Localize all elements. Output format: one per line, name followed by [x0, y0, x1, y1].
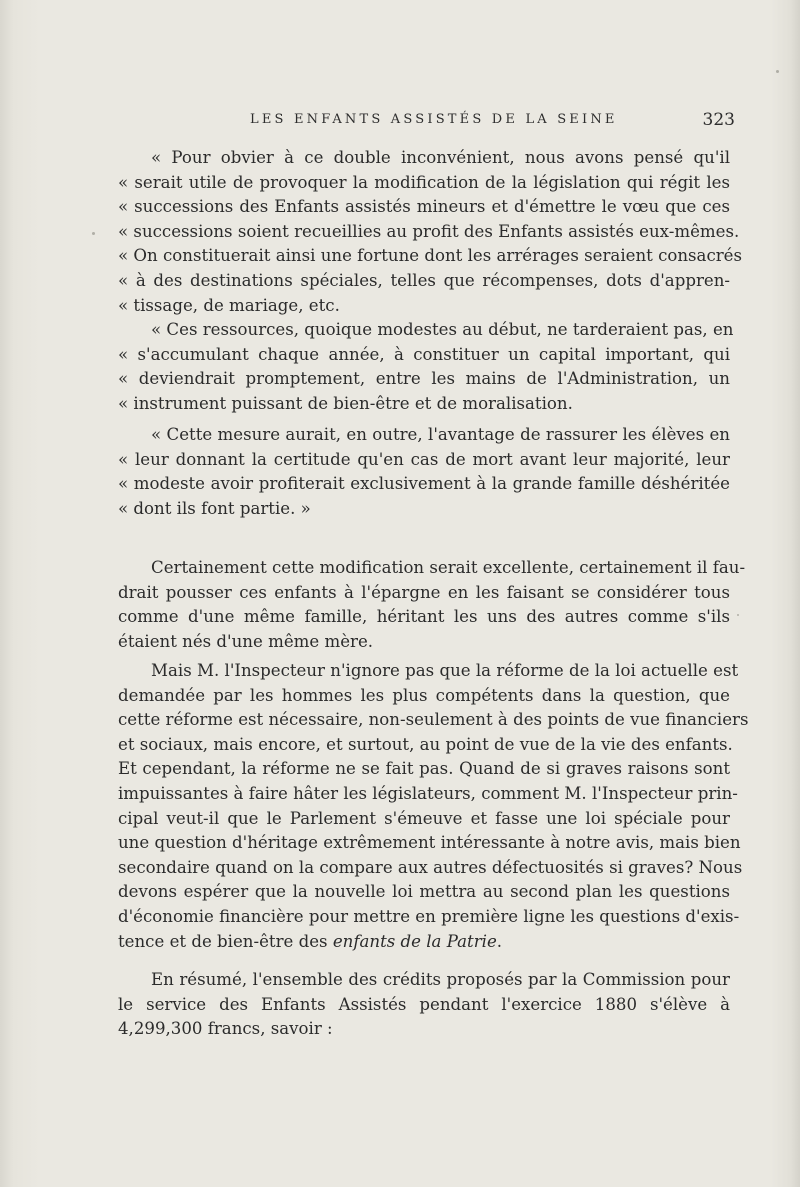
- quote-paragraph-3: [118, 423, 730, 521]
- text-line: devons espérer que la nouvelle loi mettra au second plan les questions: [118, 882, 730, 902]
- text-line: « Cette mesure aurait, en outre, l'avantage de rassurer les élèves en: [151, 425, 730, 444]
- paper-speck: [737, 614, 739, 616]
- text-line: « instrument puissant de bien-être et de moralisation.: [118, 393, 573, 413]
- text-line: « deviendrait promptement, entre les mains de l'Administration, un: [118, 369, 730, 389]
- text-line: le service des Enfants Assistés pendant l'exercice 1880 s'élève à: [118, 994, 730, 1014]
- text-line: Certainement cette modification serait excellente, certainement il fau-: [151, 558, 746, 577]
- text-run: .: [496, 931, 503, 951]
- quote-paragraph-2: [118, 318, 734, 416]
- text-line: « successions des Enfants assistés mineurs et d'émettre le vœu que ces: [118, 197, 730, 217]
- text-line: « modeste avoir profiterait exclusivement à la grande famille déshéritée: [118, 474, 730, 494]
- text-line: « à des destinations spéciales, telles que récompenses, dots d'appren-: [118, 270, 730, 290]
- quote-paragraph-1: [118, 146, 743, 318]
- text-line: demandée par les hommes les plus compétents dans la question, que: [118, 685, 730, 705]
- text-line: Et cependant, la réforme ne se fait pas. Quand de si graves raisons sont: [118, 759, 730, 779]
- page-header: [250, 110, 735, 134]
- text-line: « tissage, de mariage, etc.: [118, 295, 340, 315]
- paper-speck: [776, 70, 779, 73]
- text-line: cipal veut-il que le Parlement s'émeuve et fasse une loi spéciale pour: [118, 808, 730, 828]
- running-title: LES ENFANTS ASSISTÉS DE LA SEINE: [250, 112, 618, 127]
- body-paragraph-3: [118, 968, 730, 1042]
- text-line: Mais M. l'Inspecteur n'ignore pas que la réforme de la loi actuelle est: [151, 661, 739, 680]
- body-paragraph-1: [118, 556, 746, 654]
- text-line: « successions soient recueillies au profit des Enfants assistés eux-mêmes.: [118, 221, 740, 241]
- paper-speck: [92, 232, 95, 235]
- body-paragraph-2: [118, 659, 749, 954]
- text-line: « serait utile de provoquer la modification de la législation qui régit les: [118, 172, 730, 192]
- text-line: d'économie financière pour mettre en première ligne les questions d'exis-: [118, 906, 740, 926]
- text-line: En résumé, l'ensemble des crédits proposés par la Commission pour: [151, 970, 730, 989]
- text-line: « On constituerait ainsi une fortune dont les arrérages seraient consacrés: [118, 246, 743, 266]
- text-line: « Pour obvier à ce double inconvénient, nous avons pensé qu'il: [151, 148, 730, 167]
- text-line: une question d'héritage extrêmement intéressante à notre avis, mais bien: [118, 833, 741, 853]
- italic-phrase: enfants de la Patrie: [332, 931, 497, 951]
- text-line: et sociaux, mais encore, et surtout, au point de vue de la vie des enfants.: [118, 734, 733, 754]
- text-line: « dont ils font partie. »: [118, 498, 311, 518]
- text-line: étaient nés d'une même mère.: [118, 631, 374, 651]
- text-line: impuissantes à faire hâter les législateurs, comment M. l'Inspecteur prin-: [118, 783, 738, 803]
- text-line: comme d'une même famille, héritant les uns des autres comme s'ils: [118, 607, 730, 627]
- text-line: « s'accumulant chaque année, à constituer un capital important, qui: [118, 344, 730, 364]
- text-line: cette réforme est nécessaire, non-seulement à des points de vue financiers: [118, 710, 749, 730]
- text-line: « leur donnant la certitude qu'en cas de mort avant leur majorité, leur: [118, 449, 730, 469]
- text-line-last: [118, 930, 730, 955]
- text-run: tence et de bien-être des: [118, 931, 333, 951]
- text-line: 4,299,300 francs, savoir :: [118, 1019, 333, 1039]
- text-line: drait pousser ces enfants à l'épargne en les faisant se considérer tous: [118, 582, 730, 602]
- page-number: 323: [702, 110, 735, 130]
- text-line: secondaire quand on la compare aux autres défectuosités si graves? Nous: [118, 857, 743, 877]
- text-line: « Ces ressources, quoique modestes au début, ne tarderaient pas, en: [151, 320, 734, 339]
